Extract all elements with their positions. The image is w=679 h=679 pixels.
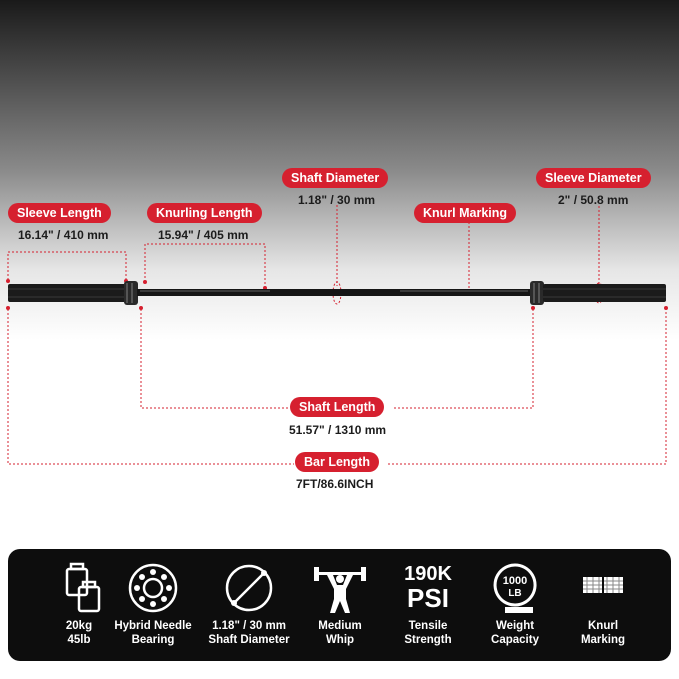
features-panel xyxy=(8,549,671,661)
shaft-length-value: 51.57" / 1310 mm xyxy=(289,423,387,437)
feature-capacity-line2: Capacity xyxy=(491,634,539,646)
bearing-icon xyxy=(123,561,183,617)
knurling-length-bracket xyxy=(145,244,265,288)
feature-tensile xyxy=(385,557,471,657)
feature-bearing-line2: Bearing xyxy=(131,634,175,646)
feature-knurl-line2: Marking xyxy=(580,634,626,646)
feature-knurl xyxy=(560,557,646,657)
sleeve-length-value: 16.14" / 410 mm xyxy=(18,228,109,242)
whip-lifter-icon xyxy=(310,561,370,617)
bar-length-label: Bar Length xyxy=(295,452,379,472)
feature-weight-line2: 45lb xyxy=(67,634,91,646)
sleeve-length-label: Sleeve Length xyxy=(8,203,111,223)
feature-whip-line1: Medium xyxy=(318,620,362,632)
psi-icon xyxy=(398,561,458,617)
sleeve-diameter-value: 2" / 50.8 mm xyxy=(558,193,629,207)
feature-tensile-line2: Strength xyxy=(404,634,452,646)
feature-weight-line1: 20kg xyxy=(65,620,93,632)
diameter-icon xyxy=(219,561,279,617)
feature-diameter-line2: Shaft Diameter xyxy=(208,634,290,646)
barbell xyxy=(8,281,666,305)
feature-diameter xyxy=(206,557,292,657)
shaft-diameter-value: 1.18" / 30 mm xyxy=(298,193,376,207)
knurling-length-label: Knurling Length xyxy=(147,203,262,223)
psi-badge-top: 190K xyxy=(404,563,452,585)
sleeve-length-bracket xyxy=(8,252,126,280)
capacity-icon xyxy=(485,561,545,617)
knurl-marking-icon xyxy=(573,561,633,617)
feature-tensile-line1: Tensile xyxy=(408,620,448,632)
psi-badge-bottom: PSI xyxy=(407,583,449,613)
shaft-length-bracket xyxy=(141,309,290,408)
capacity-badge-bottom: LB xyxy=(508,588,522,599)
knurling-length-value: 15.94" / 405 mm xyxy=(158,228,249,242)
feature-knurl-line1: Knurl xyxy=(587,620,619,632)
feature-whip xyxy=(297,557,383,657)
knurl-marking-label: Knurl Marking xyxy=(414,203,516,223)
sleeve-diameter-label: Sleeve Diameter xyxy=(536,168,651,188)
feature-whip-line2: Whip xyxy=(325,634,355,646)
capacity-badge-top: 1000 xyxy=(502,575,528,587)
feature-capacity-line1: Weight xyxy=(495,620,535,632)
bar-length-value: 7FT/86.6INCH xyxy=(296,477,374,491)
shaft-length-label: Shaft Length xyxy=(290,397,384,417)
feature-diameter-line1: 1.18" / 30 mm xyxy=(212,620,286,632)
feature-bearing xyxy=(110,557,196,657)
feature-bearing-line1: Hybrid Needle xyxy=(114,620,192,632)
shaft-diameter-label: Shaft Diameter xyxy=(282,168,388,188)
weight-plates-icon xyxy=(49,561,109,617)
feature-capacity xyxy=(472,557,558,657)
bar-length-bracket xyxy=(8,309,294,464)
